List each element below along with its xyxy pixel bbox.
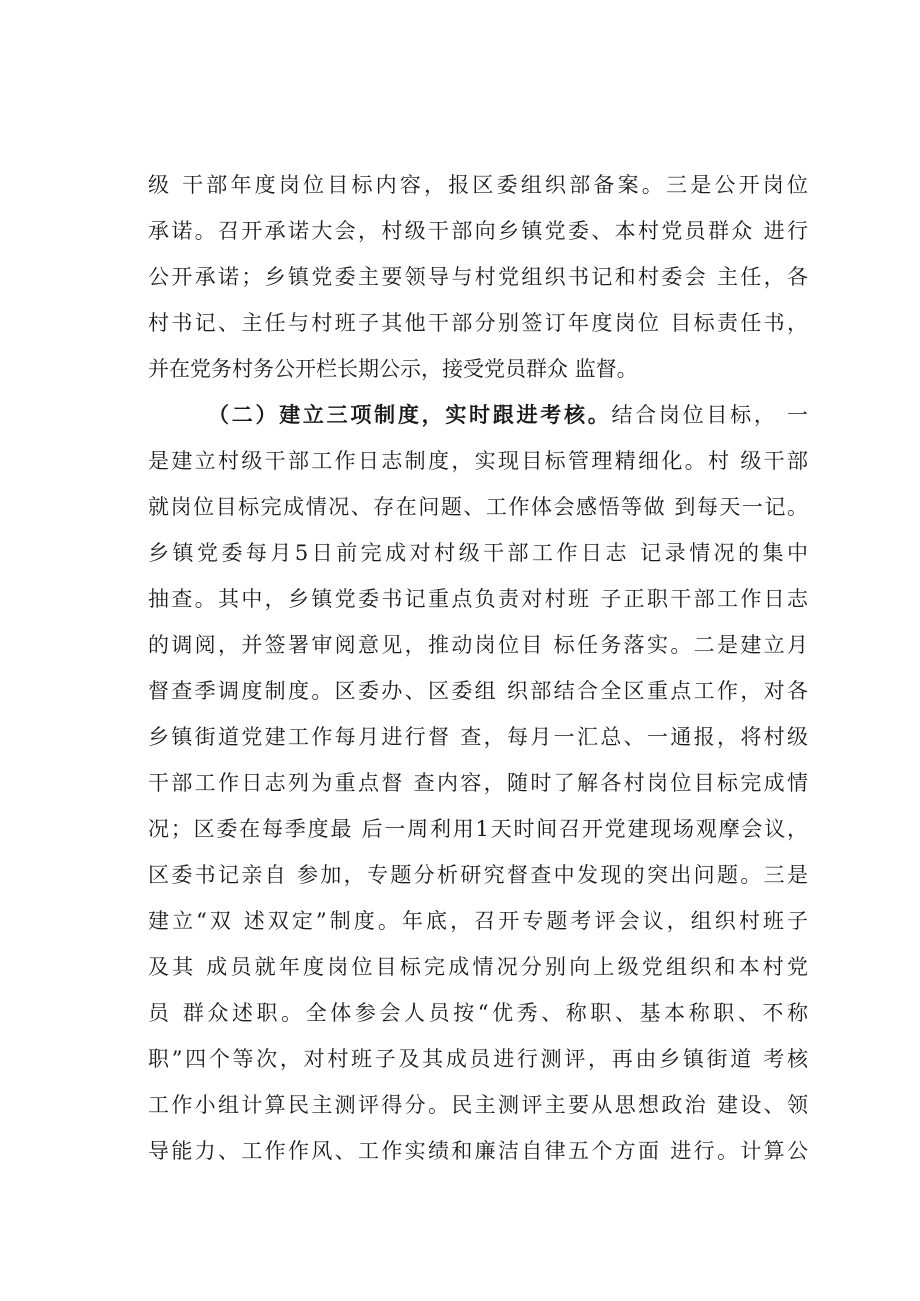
text-line: 是建立村级干部工作日志制度，实现目标管理精细化。村 级干部 <box>148 449 808 473</box>
text-line: 员 群众述职。全体参会人员按“优秀、称职、基本称职、不称 <box>148 1001 808 1025</box>
text-line: 督查季调度制度。区委办、区委组 织部结合全区重点工作，对各 <box>148 679 808 703</box>
text-line: 区委书记亲自 参加，专题分析研究督查中发现的突出问题。三是 <box>148 863 808 887</box>
text-line: 公开承诺；乡镇党委主要领导与村党组织书记和村委会 主任，各 <box>148 265 808 289</box>
text-line: 级 干部年度岗位目标内容，报区委组织部备案。三是公开岗位 <box>148 173 808 197</box>
text-line: 工作小组计算民主测评得分。民主测评主要从思想政治 建设、领 <box>148 1093 808 1117</box>
text-line: 干部工作日志列为重点督 查内容，随时了解各村岗位目标完成情 <box>148 771 808 795</box>
body-text <box>148 162 808 1174</box>
text-line: 村书记、主任与村班子其他干部分别签订年度岗位 目标责任书， <box>148 311 808 335</box>
text-line: 的调阅，并签署审阅意见，推动岗位目 标任务落实。二是建立月 <box>148 633 808 657</box>
text-line: 承诺。召开承诺大会，村级干部向乡镇党委、本村党员群众 进行 <box>148 219 808 243</box>
text-line: 及其 成员就年度岗位目标完成情况分别向上级党组织和本村党 <box>148 955 808 979</box>
text-line: 乡镇党委每月5日前完成对村级干部工作日志 记录情况的集中 <box>148 541 808 565</box>
text-line: 职”四个等次，对村班子及其成员进行测评，再由乡镇街道 考核 <box>148 1047 808 1071</box>
text-line: 并在党务村务公开栏长期公示，接受党员群众 监督。 <box>148 357 638 381</box>
section-heading: （二）建立三项制度，实时跟进考核。 <box>208 402 612 427</box>
heading-line-text: 结合岗位目标， 一 <box>611 403 808 427</box>
text-line: 抽查。其中，乡镇党委书记重点负责对村班 子正职干部工作日志 <box>148 587 808 611</box>
section-heading-line <box>148 392 808 438</box>
text-line: 乡镇街道党建工作每月进行督 查，每月一汇总、一通报，将村级 <box>148 725 808 749</box>
text-line: 导能力、工作作风、工作实绩和廉洁自律五个方面 进行。计算公 <box>148 1139 808 1163</box>
text-line: 况；区委在每季度最 后一周利用1天时间召开党建现场观摩会议， <box>148 817 808 841</box>
text-line: 就岗位目标完成情况、存在问题、工作体会感悟等做 到每天一记。 <box>148 495 808 519</box>
text-line: 建立“双 述双定”制度。年底，召开专题考评会议，组织村班子 <box>148 909 808 933</box>
